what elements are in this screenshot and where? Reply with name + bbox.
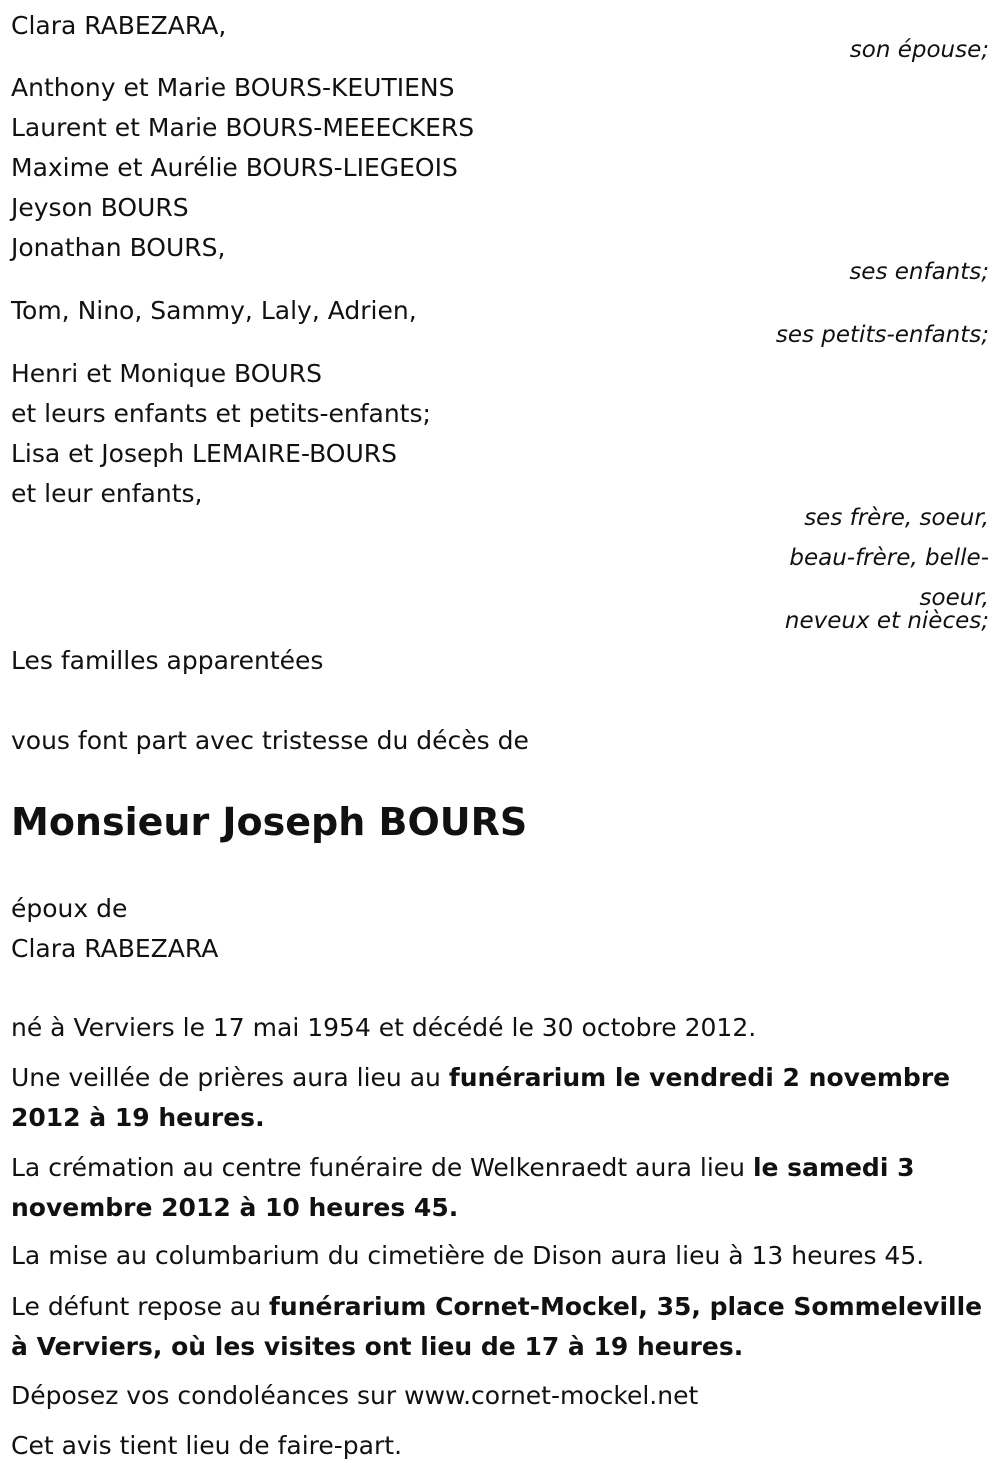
siblings-relation-line: beau-frère, belle- [789,545,989,571]
child-line: Jeyson BOURS [11,193,189,222]
child-line: Jonathan BOURS, [11,233,226,262]
vigil-bold: funérarium le vendredi 2 novembre 2012 à 19 heures. [11,1063,951,1132]
siblings-relation-line: soeur, [919,585,989,611]
rest-paragraph [11,1287,991,1367]
sibling-line: et leurs enfants et petits-enfants; [11,399,431,428]
child-line: Laurent et Marie BOURS-MEEECKERS [11,113,475,142]
cremation-paragraph [11,1148,991,1228]
columbarium-line: La mise au columbarium du cimetière de Dison aura lieu à 13 heures 45. [11,1241,925,1270]
grandchildren-line: Tom, Nino, Sammy, Laly, Adrien, [11,296,417,325]
child-line: Maxime et Aurélie BOURS-LIEGEOIS [11,153,458,182]
spouse-name: Clara RABEZARA, [11,11,227,40]
vigil-paragraph [11,1058,991,1138]
announcement-text: vous font part avec tristesse du décès de [11,726,529,755]
condolences-line: Déposez vos condoléances sur www.cornet-mockel.net [11,1381,699,1410]
rest-bold: funérarium Cornet-Mockel, 35, place Sommeleville à Verviers, où les visites ont lieu de 17 à 19 heures. [11,1292,983,1361]
spouse-relation: son épouse; [849,37,989,63]
siblings-relation-line: neveux et nièces; [784,608,989,634]
spouse-of-name: Clara RABEZARA [11,934,219,963]
cremation-text: La crémation au centre funéraire de Welkenraedt aura lieu [11,1153,753,1182]
child-line: Anthony et Marie BOURS-KEUTIENS [11,73,455,102]
rest-text: Le défunt repose au [11,1292,270,1321]
notice-line: Cet avis tient lieu de faire-part. [11,1431,403,1460]
deceased-name: Monsieur Joseph BOURS [11,800,528,844]
vigil-text: Une veillée de prières aura lieu au [11,1063,449,1092]
related-families: Les familles apparentées [11,646,324,675]
cremation-bold: le samedi 3 novembre 2012 à 10 heures 45. [11,1153,915,1222]
sibling-line: Lisa et Joseph LEMAIRE-BOURS [11,439,398,468]
sibling-line: et leur enfants, [11,479,203,508]
sibling-line: Henri et Monique BOURS [11,359,322,388]
children-relation: ses enfants; [849,259,989,285]
birth-death-line: né à Verviers le 17 mai 1954 et décédé le 30 octobre 2012. [11,1013,757,1042]
siblings-relation-line: ses frère, soeur, [804,505,989,531]
spouse-of-label: époux de [11,894,128,923]
grandchildren-relation: ses petits-enfants; [775,322,989,348]
